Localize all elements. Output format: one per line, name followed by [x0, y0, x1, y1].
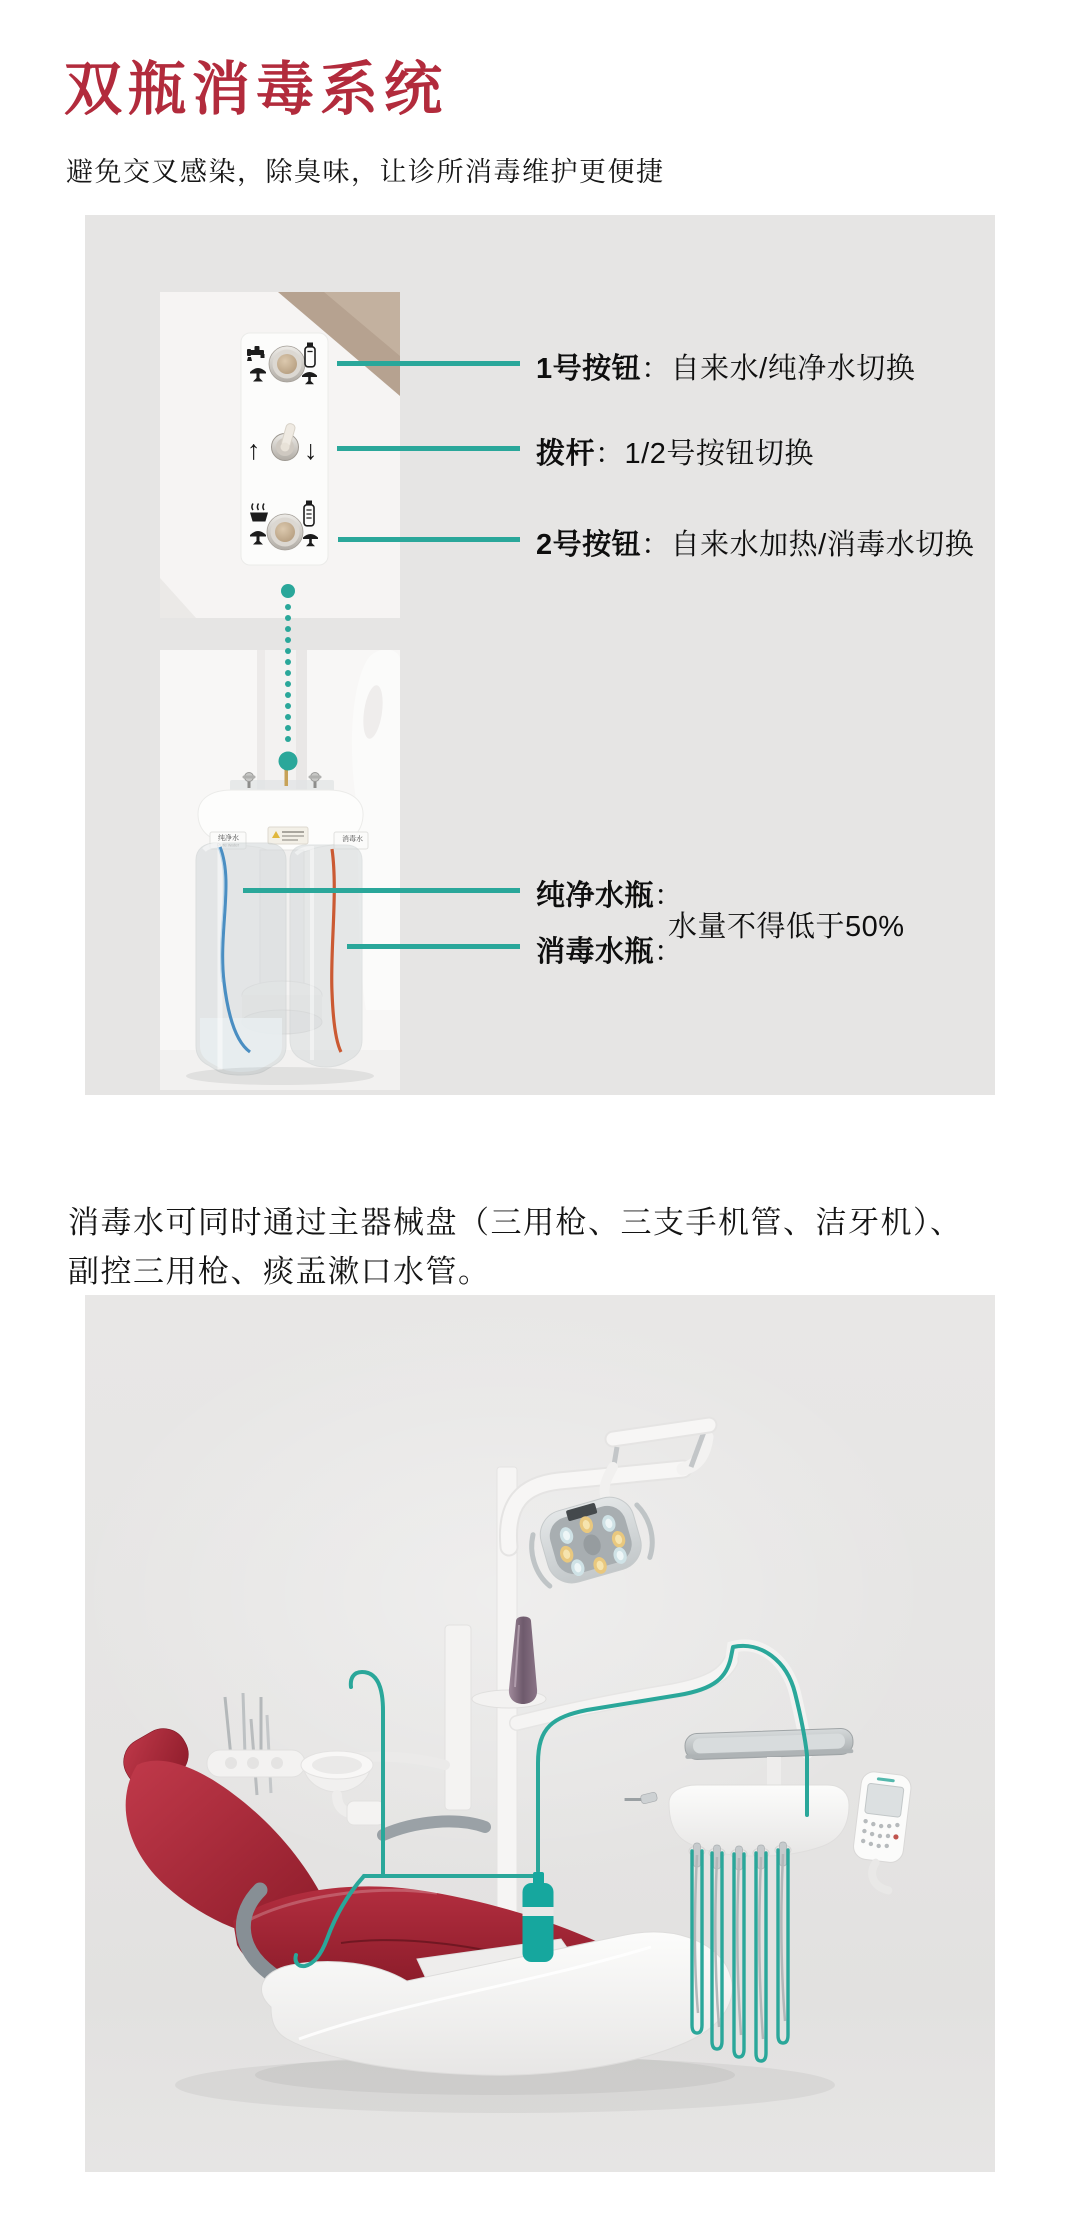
- callout-lever-desc: 1/2号按钮切换: [624, 438, 814, 470]
- triple-syringe[interactable]: [625, 1792, 658, 1808]
- description-line-1: 消毒水可同时通过主器械盘（三用枪、三支手机管、洁牙机）、: [68, 1205, 963, 1240]
- spittoon-bowl: [301, 1751, 373, 1792]
- far-armrest: [383, 1821, 485, 1835]
- callout-pure-bottle-label: 纯净水瓶: [536, 880, 655, 912]
- description-paragraph: [68, 1198, 963, 1296]
- callout-line-pure-bottle: [243, 888, 520, 893]
- callout-line-disinfect-bottle: [347, 944, 520, 949]
- dotted-connector-line: [277, 581, 299, 781]
- callout-line-button1: [337, 361, 520, 366]
- control-panel-illustration: [160, 292, 400, 618]
- cup-filler: [347, 1801, 385, 1825]
- control-pad[interactable]: [849, 1770, 913, 1891]
- callout-button2: 2号按钮：自来水加热/消毒水切换: [536, 529, 975, 561]
- control-panel-photo: [160, 292, 400, 618]
- button-1[interactable]: [269, 346, 305, 382]
- callout-line-lever: [337, 446, 520, 451]
- up-arrow-icon: ↑: [247, 435, 261, 465]
- disinfectant-water-bottle: [290, 845, 362, 1067]
- callout-line-button2: [338, 537, 520, 542]
- svg-text:纯净水: 纯净水: [218, 835, 239, 842]
- callout-pure-bottle: 纯净水瓶：: [536, 880, 684, 912]
- callout-button1-label: 1号按钮: [536, 353, 642, 385]
- down-arrow-icon: ↓: [304, 435, 318, 465]
- dental-lamp[interactable]: [522, 1488, 659, 1592]
- water-level-note: 水量不得低于50%: [668, 911, 905, 943]
- water-bottle-icon: [523, 1872, 554, 1962]
- instrument-holder-tray: [207, 1693, 305, 1777]
- pad-screen: [865, 1783, 904, 1817]
- warning-sticker: [268, 827, 308, 844]
- button-2[interactable]: [267, 514, 303, 550]
- tray-post: [767, 1757, 781, 1789]
- dental-unit-scene-panel: [85, 1295, 995, 2172]
- instrument-tray[interactable]: [685, 1728, 854, 1760]
- handpiece-unit: [625, 1785, 849, 1870]
- callout-lever: 拨杆：1/2号按钮切换: [536, 438, 814, 470]
- callout-button1-desc: 自来水/纯净水切换: [670, 353, 916, 385]
- callout-button2-label: 2号按钮: [536, 529, 642, 561]
- dental-unit-illustration: [85, 1295, 995, 2172]
- page-subtitle: 避免交叉感染，除臭味，让诊所消毒维护更便捷: [66, 157, 665, 187]
- callout-button2-desc: 自来水加热/消毒水切换: [670, 529, 975, 561]
- callout-disinfect-bottle-label: 消毒水瓶: [536, 936, 655, 968]
- callout-button1: 1号按钮：自来水/纯净水切换: [536, 353, 916, 385]
- description-line-2: 副控三用枪、痰盂漱口水管。: [68, 1254, 491, 1289]
- page-title: 双瓶消毒系统: [64, 57, 449, 122]
- unit-post: [445, 1625, 471, 1810]
- pure-water-bottle: [196, 843, 286, 1075]
- callout-lever-label: 拨杆: [536, 438, 596, 470]
- callout-disinfect-bottle: 消毒水瓶：: [536, 936, 684, 968]
- disinfection-system-panel: [85, 215, 995, 1095]
- svg-text:消毒水: 消毒水: [342, 836, 363, 843]
